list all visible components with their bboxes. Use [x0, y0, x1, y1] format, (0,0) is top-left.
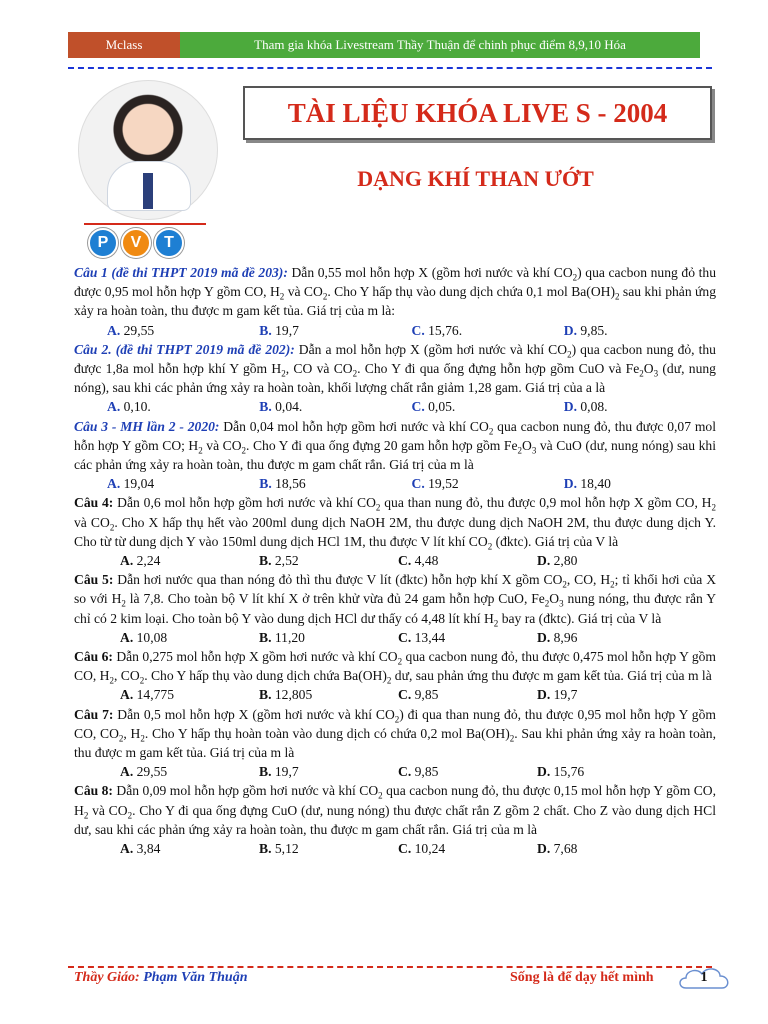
question-1	[74, 263, 716, 321]
photo-underline	[84, 223, 206, 225]
footer-teacher	[74, 970, 247, 986]
answer-options	[74, 839, 716, 858]
option-value: 2,80	[550, 553, 578, 569]
option-letter: A.	[120, 841, 134, 857]
bottom-divider	[68, 966, 712, 968]
answer-option	[259, 685, 398, 704]
teacher-label: Thầy Giáo:	[74, 970, 144, 985]
question-4	[74, 493, 716, 551]
option-letter: D.	[563, 399, 577, 415]
option-value: 0,10.	[120, 399, 151, 415]
top-banner	[68, 32, 700, 58]
question-text: Dẫn 0,6 mol hỗn hợp gồm hơi nước và khí $CO_2$ qua than nung đỏ, thu được 0,9 mol hỗn hợp X gồm CO, $H_2$ và $CO_2$. Cho X hấp thụ hết vào 200ml dung dịch NaOH 2M, thu được dung dịch NaOH 2M, thu được dung dịch Y. Cho từ từ dung dịch Y vào 150ml dung dịch HCl 1M, thu được V lít khí $CO_2$ (đktc). Giá trị của V là	[74, 495, 716, 552]
question-text: Dẫn 0,09 mol hỗn hợp gồm hơi nước và khí $CO_2$ qua cacbon nung đỏ, thu được 0,15 mol hỗn hợp Y gồm CO, $H_2$ và $CO_2$. Cho Y đi qua ống đựng CuO (dư, nung nóng) thu được chất rắn Z gồm 2 chất. Cho Z vào dung dịch HCl dư, sau khi các phản ứng xảy ra hoàn toàn, thu được m gam chất rắn. Giá trị của m là	[74, 783, 717, 837]
option-value: 4,48	[411, 553, 439, 569]
answer-option	[537, 628, 676, 647]
option-value: 15,76.	[424, 322, 463, 338]
answer-options	[74, 321, 716, 340]
option-letter: A.	[107, 322, 121, 338]
question-heading: Câu 8:	[74, 783, 113, 799]
answer-option	[398, 839, 537, 858]
option-letter: C.	[398, 553, 412, 569]
answer-option	[120, 551, 259, 570]
option-value: 9,85	[411, 764, 439, 780]
answer-option	[537, 839, 676, 858]
answer-option	[259, 474, 411, 493]
answer-options	[74, 762, 716, 781]
option-value: 3,84	[133, 841, 161, 857]
answer-option	[398, 628, 537, 647]
option-letter: D.	[563, 322, 577, 338]
option-value: 11,20	[271, 629, 305, 645]
answer-option	[412, 474, 564, 493]
answer-option	[107, 474, 259, 493]
option-value: 0,04.	[271, 399, 303, 415]
logo-letter-p: P	[88, 228, 118, 258]
option-value: 0,05.	[424, 399, 456, 415]
option-value: 7,68	[550, 841, 578, 857]
answer-options	[74, 551, 716, 570]
option-letter: C.	[398, 687, 412, 703]
answer-option	[120, 839, 259, 858]
option-letter: B.	[259, 476, 272, 492]
option-letter: B.	[259, 399, 272, 415]
option-value: 18,40	[576, 476, 611, 492]
question-heading: Câu 4:	[74, 495, 114, 511]
top-divider	[68, 67, 712, 69]
option-value: 15,76	[550, 764, 585, 780]
question-list	[74, 263, 716, 858]
page-subtitle: DẠNG KHÍ THAN ƯỚT	[357, 166, 594, 191]
option-letter: D.	[537, 629, 551, 645]
answer-option	[259, 551, 398, 570]
option-value: 13,44	[411, 629, 446, 645]
answer-option	[398, 685, 537, 704]
option-value: 19,7	[271, 322, 299, 338]
option-value: 9,85.	[576, 322, 608, 338]
option-value: 29,55	[120, 322, 155, 338]
answer-option	[412, 397, 564, 416]
option-letter: B.	[259, 841, 272, 857]
option-letter: C.	[411, 399, 425, 415]
question-text: Dẫn 0,55 mol hỗn hợp X (gồm hơi nước và khí $CO_2$) qua cacbon nung đỏ thu được 0,95 mol hỗn hợp Y gồm CO, $H_2$ và $CO_2$. Cho Y hấp thụ vào dung dịch chứa 0,1 mol $Ba(OH)_2$ sau khi phản ứng xảy ra hoàn toàn, thu được m gam kết tủa. Giá trị của m là:	[74, 265, 716, 319]
option-letter: A.	[120, 553, 134, 569]
answer-option	[259, 762, 398, 781]
brand-label: Mclass	[68, 32, 180, 58]
option-letter: A.	[120, 764, 134, 780]
option-value: 2,24	[133, 553, 161, 569]
answer-option	[537, 685, 676, 704]
option-letter: C.	[411, 476, 425, 492]
page-title: TÀI LIỆU KHÓA LIVE S - 2004	[287, 97, 668, 128]
answer-option	[120, 762, 259, 781]
answer-options	[74, 397, 716, 416]
question-heading: Câu 5:	[74, 572, 114, 588]
option-letter: B.	[259, 553, 272, 569]
question-2	[74, 340, 716, 398]
footer-slogan: Sống là để dạy hết mình	[510, 970, 654, 985]
option-letter: C.	[411, 322, 425, 338]
option-letter: D.	[537, 687, 551, 703]
answer-option	[537, 551, 676, 570]
option-value: 19,52	[424, 476, 459, 492]
answer-option	[259, 628, 398, 647]
question-5	[74, 570, 716, 628]
option-letter: C.	[398, 629, 412, 645]
option-letter: B.	[259, 764, 272, 780]
question-heading: Câu 2. (đề thi THPT 2019 mã đề 202):	[74, 341, 295, 357]
answer-options	[74, 685, 716, 704]
question-heading: Câu 6:	[74, 649, 113, 665]
question-text: Dẫn 0,275 mol hỗn hợp X gồm hơi nước và khí $CO_2$ qua cacbon nung đỏ, thu được 0,475 mol hỗn hợp Y gồm CO, $H_2$, $CO_2$. Cho Y hấp thụ vào dung dịch chứa $Ba(OH)_2$ dư, sau phản ứng thu được m gam kết tủa. Giá trị của m là	[74, 649, 716, 686]
logo-letter-v: V	[121, 228, 151, 258]
answer-option	[398, 762, 537, 781]
option-value: 18,56	[271, 476, 306, 492]
answer-option	[120, 628, 259, 647]
answer-options	[74, 474, 716, 493]
tie-shape	[143, 173, 153, 209]
question-text: Dẫn a mol hỗn hợp X (gồm hơi nước và khí $CO_2$) qua cacbon nung đỏ, thu được 1,8a mol hỗn hợp khí Y gồm $H_2$, CO và $CO_2$. Cho Y đi qua ống đựng hỗn hợp gồm CuO và $Fe_2O_3$ (dư, nung nóng), sau khi các phản ứng xảy ra hoàn toàn, khối lượng chất rắn giảm 1,28 gam. Giá trị của a là	[74, 341, 716, 396]
option-value: 19,04	[120, 476, 155, 492]
option-value: 8,96	[550, 629, 578, 645]
option-letter: A.	[120, 629, 134, 645]
option-letter: B.	[259, 322, 272, 338]
answer-option	[107, 397, 259, 416]
question-text: Dẫn hơi nước qua than nóng đỏ thì thu được V lít (đktc) hỗn hợp khí X gồm $CO_2$, CO, $H_2$; tỉ khối hơi của X so với $H_2$ là 7,8. Cho toàn bộ V lít khí X ở trên khử vừa đủ 24 gam hỗn hợp CuO, $Fe_2O_3$ nung nóng, thu được rắn Y chỉ có 2 kim loại. Cho toàn bộ Y vào dung dịch HCl dư thấy có 4,48 lít khí $H_2$ bay ra (đktc). Giá trị của V là	[74, 572, 717, 629]
option-value: 10,24	[411, 841, 446, 857]
question-text: Dẫn 0,04 mol hỗn hợp gồm hơi nước và khí $CO_2$ qua cacbon nung đỏ, thu được 0,07 mol hỗn hợp Y gồm CO; $H_2$ và $CO_2$. Cho Y đi qua ống đựng 20 gam hỗn hợp gồm $Fe_2O_3$ và CuO (dư, nung nóng) sau khi các phản ứng xảy ra hoàn toàn, thu được m gam chất rắn. Giá trị của m là	[74, 418, 716, 473]
answer-option	[120, 685, 259, 704]
answer-options	[74, 628, 716, 647]
option-value: 0,08.	[576, 399, 608, 415]
option-letter: A.	[107, 399, 121, 415]
option-letter: A.	[120, 687, 134, 703]
teacher-name: Phạm Văn Thuận	[143, 970, 248, 985]
answer-option	[107, 321, 259, 340]
option-letter: B.	[259, 629, 272, 645]
option-value: 19,7	[271, 764, 299, 780]
option-value: 14,775	[133, 687, 174, 703]
answer-option	[564, 321, 716, 340]
option-value: 9,85	[411, 687, 439, 703]
pvt-logo	[88, 228, 184, 258]
teacher-photo	[78, 80, 218, 220]
answer-option	[537, 762, 676, 781]
option-value: 10,08	[133, 629, 168, 645]
answer-option	[259, 321, 411, 340]
question-3	[74, 417, 716, 475]
question-heading: Câu 3 - MH lần 2 - 2020:	[74, 418, 220, 434]
option-letter: B.	[259, 687, 272, 703]
question-heading: Câu 7:	[74, 706, 114, 722]
option-value: 5,12	[271, 841, 299, 857]
question-7	[74, 705, 716, 763]
option-letter: D.	[563, 476, 577, 492]
option-letter: A.	[107, 476, 121, 492]
option-letter: C.	[398, 841, 412, 857]
banner-text: Tham gia khóa Livestream Thầy Thuận để chinh phục điểm 8,9,10 Hóa	[180, 32, 700, 58]
answer-option	[259, 839, 398, 858]
option-letter: D.	[537, 764, 551, 780]
question-heading: Câu 1 (đề thi THPT 2019 mã đề 203):	[74, 265, 288, 280]
question-6	[74, 647, 716, 685]
option-letter: D.	[537, 553, 551, 569]
answer-option	[259, 397, 411, 416]
option-value: 29,55	[133, 764, 168, 780]
option-value: 2,52	[271, 553, 299, 569]
answer-option	[412, 321, 564, 340]
answer-option	[398, 551, 537, 570]
page-number: 1	[700, 970, 708, 985]
title-box	[243, 86, 712, 140]
question-8	[74, 781, 716, 839]
logo-letter-t: T	[154, 228, 184, 258]
option-value: 12,805	[271, 687, 313, 703]
option-letter: C.	[398, 764, 412, 780]
answer-option	[564, 397, 716, 416]
question-text: Dẫn 0,5 mol hỗn hợp X (gồm hơi nước và khí $CO_2$) đi qua than nung đỏ, thu được 0,95 mol hỗn hợp Y gồm CO, $CO_2$, $H_2$. Cho Y hấp thụ hoàn toàn vào dung dịch có chứa 0,2 mol $Ba(OH)_2$. Sau khi phản ứng xảy ra hoàn toàn, thu được m gam kết tủa. Giá trị của m là	[74, 706, 716, 761]
option-value: 19,7	[550, 687, 578, 703]
option-letter: D.	[537, 841, 551, 857]
answer-option	[564, 474, 716, 493]
